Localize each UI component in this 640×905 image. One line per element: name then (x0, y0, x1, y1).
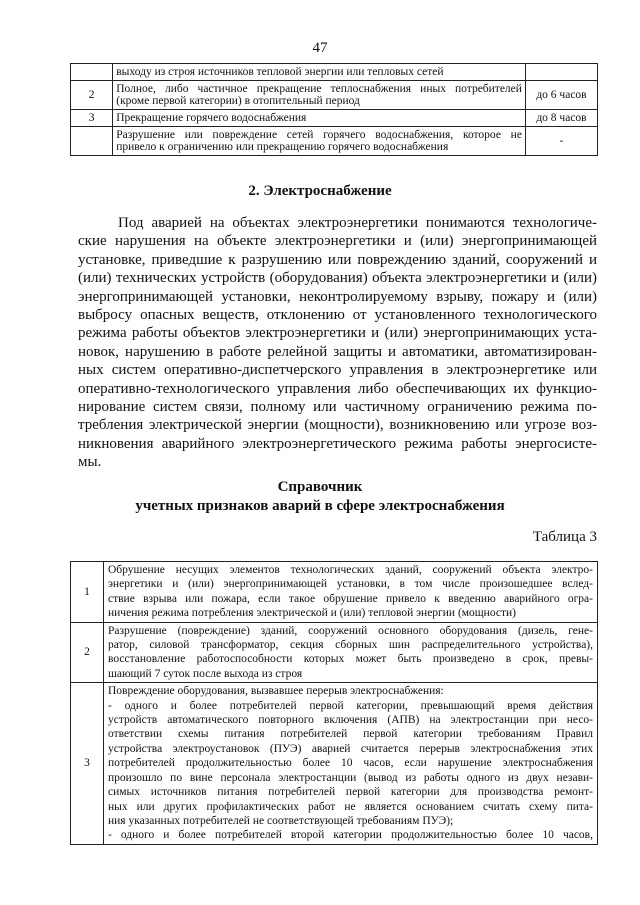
row-line: Повреждение оборудования, вызвавшее перерыв электроснабжения: (108, 685, 444, 698)
table-row (71, 683, 598, 844)
body-paragraph (78, 214, 597, 472)
row-line: выходу из строя источников тепловой энергии или тепловых сетей (116, 66, 444, 78)
body-line: мы. (78, 454, 102, 471)
row-description (104, 622, 598, 683)
body-line: выбросу опасных веществ, отклонению от установленного технологического (78, 307, 597, 324)
table-row (71, 562, 598, 623)
row-line: Прекращение горячего водоснабжения (116, 112, 307, 124)
row-line: произошло по вине персонала электростанции (вывод из работы одного из двух незави- (108, 771, 593, 784)
row-number (71, 64, 113, 81)
row-line: шающий 7 суток после выхода из строя (108, 667, 303, 680)
row-line: ничения режима потребления электрической и (или) тепловой энергии (мощности) (108, 607, 516, 620)
body-line: режима работы объектов электроэнергетики и (или) энергопринимающих уста- (78, 325, 597, 342)
row-line: потребителей продолжительностью более 10 часов, если нарушение электроснабжения (108, 757, 593, 770)
row-line: ствие взрыва или пожара, если такое обрушение привело к введению аварийного огра- (108, 592, 593, 605)
row-number: 3 (71, 683, 104, 844)
row-description (104, 683, 598, 844)
reference-title-line: Справочник (277, 479, 363, 495)
row-description (113, 127, 526, 156)
body-line: оперативно-технологического управления либо обеспечивающих их функцио- (78, 380, 597, 397)
body-line: ские нарушения на объекте электроэнергетики и (или) энергопринимающей (78, 233, 597, 250)
row-number: 3 (71, 110, 113, 127)
row-line: ния указанных потребителей не соответствующей требованиям ПУЭ); (108, 814, 454, 827)
row-line: восстановление работоспособности которых может быть произведено в срок, превы- (108, 653, 593, 666)
reference-title-line: учетных признаков аварий в сфере электроснабжения (135, 498, 505, 514)
table-row (71, 81, 598, 110)
row-line: устройств автоматического повторного включения (АПВ) на электростанции при несо- (108, 714, 593, 727)
row-line: симых источников питания потребителей первой категории для производства ремонт- (108, 786, 593, 799)
table-row (71, 110, 598, 127)
row-line: ратор, силовой трансформатор, секция сборных шин распределительного устройства), (108, 639, 593, 652)
body-line: (или) технических устройств (оборудования) объекта электроэнергетики и (или) (78, 270, 597, 287)
row-number: 2 (71, 622, 104, 683)
accident-criteria-table (70, 561, 598, 845)
section-heading: 2. Электроснабжение (248, 183, 392, 199)
body-line: ных систем оперативно-диспетчерского управления в электроэнергетике или (78, 362, 597, 379)
row-duration: до 8 часов (525, 110, 597, 127)
row-line: ных или других профилактических работ не является основанием считать схему пита- (108, 800, 593, 813)
row-duration: до 6 часов (525, 81, 597, 110)
row-line: ответствии схемы питания потребителей первой категории требованиям Правил (108, 728, 593, 741)
row-line: Полное, либо частичное прекращение теплоснабжения иных потребителей (116, 83, 522, 95)
body-line: требления электрической энергии (мощности), возникновению или угрозе воз- (78, 417, 597, 434)
row-number: 1 (71, 562, 104, 623)
row-description (113, 81, 526, 110)
body-line: установке, приведшие к разрушению или повреждению зданий, сооружений и (78, 251, 597, 268)
row-line: - одного и более потребителей первой категории, превышающий время действия (108, 699, 593, 712)
reference-title (0, 478, 640, 516)
row-number (71, 127, 113, 156)
row-line: привело к ограничению или прекращению горячего водоснабжения (116, 141, 449, 153)
table-row (71, 622, 598, 683)
table-row (71, 64, 598, 81)
row-line: (кроме первой категории) в отопительный период (116, 95, 360, 107)
body-line: Под аварией на объектах электроэнергетики понимаются технологиче- (118, 215, 597, 231)
row-description (104, 562, 598, 623)
row-line: Разрушение (повреждение) зданий, сооружений основного оборудования (дизель, гене- (108, 624, 593, 637)
row-description (113, 110, 526, 127)
row-line: энергетики и (или) энергопринимающей установки, в том числе произошедшее вслед- (108, 578, 593, 591)
heat-supply-table-continuation (70, 63, 598, 156)
row-duration: - (525, 127, 597, 156)
table-caption: Таблица 3 (532, 529, 597, 545)
body-line: никновения аварийного электроэнергетического режима работы энергосисте- (78, 435, 597, 452)
page-number: 47 (312, 40, 328, 56)
row-line: устройства электроустановок (ПУЭ) аварией считается перерыв электроснабжения этих (108, 742, 593, 755)
row-line: Разрушение или повреждение сетей горячего водоснабжения, которое не (116, 129, 522, 141)
row-duration (525, 64, 597, 81)
row-number: 2 (71, 81, 113, 110)
body-line: энергопринимающей установки, неконтролируемому взрыву, пожару и (или) (78, 288, 597, 305)
row-line: Обрушение несущих элементов технологических зданий, сооружений объекта электро- (108, 564, 593, 576)
table-row (71, 127, 598, 156)
body-line: нирование систем связи, полному или частичному ограничению режима по- (78, 399, 597, 416)
row-description (113, 64, 526, 81)
body-line: новок, нарушению в работе релейной защиты и автоматики, автоматизирован- (78, 343, 597, 360)
row-line: - одного и более потребителей второй категории продолжительностью более 10 часов, (108, 829, 593, 842)
